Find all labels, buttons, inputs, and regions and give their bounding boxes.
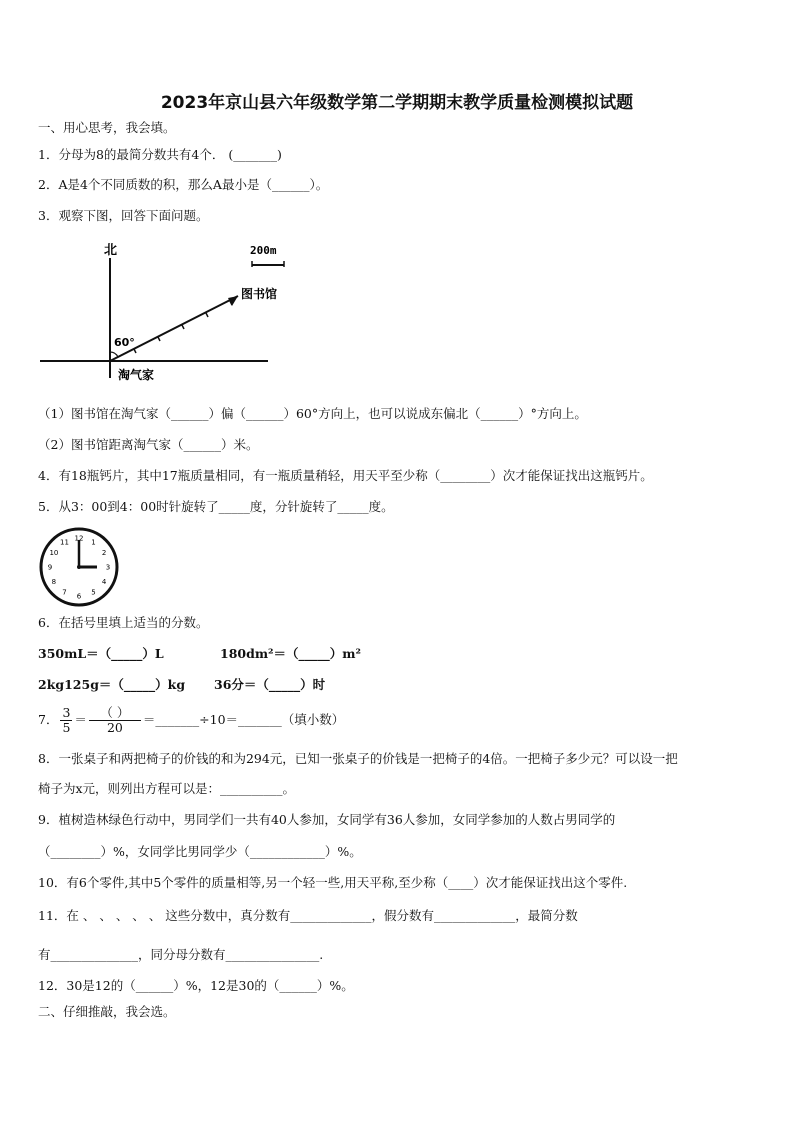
question-8-line-2: 椅子为x元，则列出方程可以是：__________。 [38, 781, 296, 796]
clock-numeral: 8 [51, 578, 57, 586]
question-6-c: 2kg125g＝（_____）kg [38, 677, 186, 692]
angle-label: 60° [114, 336, 135, 349]
question-3-1: （1）图书馆在淘气家（______）偏（______）60°方向上，也可以说成东偏北（______）°方向上。 [38, 406, 587, 421]
direction-diagram [38, 236, 298, 386]
clock-numeral: 7 [62, 588, 67, 597]
question-3: 3．观察下图，回答下面问题。 [38, 208, 209, 223]
question-6: 6．在括号里填上适当的分数。 [38, 615, 209, 630]
clock-numeral: 3 [105, 563, 111, 572]
question-4: 4．有18瓶钙片，其中17瓶质量相同，有一瓶质量稍轻，用天平至少称（________）次才能保证找出这瓶钙片。 [38, 468, 653, 483]
question-1: 1．分母为8的最简分数共有4个． (_______) [38, 147, 282, 162]
section-heading-1: 一、用心思考，我会填。 [38, 120, 176, 135]
clock-numeral: 2 [101, 549, 107, 557]
angle-arc [110, 352, 118, 357]
question-8-line-1: 8．一张桌子和两把椅子的价钱的和为294元，已知一张桌子的价钱是一把椅子的4倍。一把椅子多少元？可以设一把 [38, 751, 678, 766]
question-9-line-1: 9．植树造林绿色行动中，男同学们一共有40人参加，女同学有36人参加，女同学参加的人数占男同学的 [38, 812, 616, 827]
question-6-b: 180dm²＝（_____）m² [220, 646, 361, 661]
question-10: 10．有6个零件,其中5个零件的质量相等,另一个轻一些,用天平称,至少称（____）次才能保证找出这个零件. [38, 875, 628, 890]
clock-numeral: 9 [47, 563, 53, 572]
question-5: 5．从3：00到4：00时针旋转了_____度，分针旋转了_____度。 [38, 499, 394, 514]
question-6-a: 350mL＝（_____）L [38, 646, 164, 661]
page-title: 2023年京山县六年级数学第二学期期末教学质量检测模拟试题 [160, 93, 634, 113]
ray-ticks [134, 301, 232, 353]
clock-numeral: 6 [76, 592, 82, 601]
section-heading-2: 二、仔细推敲，我会选。 [38, 1004, 176, 1019]
clock-numeral: 4 [101, 578, 107, 586]
fraction-blank-20: $\frac{( )}{20}$ [89, 706, 141, 735]
direction-ray [110, 296, 238, 361]
home-label: 淘气家 [118, 368, 155, 382]
question-11-line-2: 有______________，同分母分数有_______________. [38, 947, 324, 962]
clock-numeral: 12 [74, 534, 84, 543]
fraction-3-5: $\frac{3}{5}$ [62, 705, 71, 735]
question-9-line-2: （________）%，女同学比男同学少（____________）%。 [38, 844, 362, 859]
clock-numeral: 1 [91, 538, 96, 547]
question-2: 2．A是4个不同质数的积，那么A最小是（______）。 [38, 177, 329, 192]
question-3-2: （2）图书馆距离淘气家（______）米。 [38, 437, 259, 452]
clock-numeral: 10 [49, 549, 59, 557]
question-7: 7． $\frac{3}{5}$ ＝ $\frac{( )}{20}$ ＝_______÷10＝_______（填小数） [38, 705, 345, 735]
question-12: 12．30是12的（______）%，12是30的（______）%。 [38, 978, 354, 993]
scale-label: 200m [250, 244, 277, 257]
library-label: 图书馆 [241, 287, 278, 301]
clock-numeral: 11 [60, 538, 69, 547]
arrow-head-icon [228, 296, 238, 306]
clock-diagram [38, 526, 120, 608]
clock-numeral: 5 [91, 588, 96, 597]
question-11-line-1: 11．在 、 、 、 、 、 这些分数中，真分数有_____________，假分数有_____________，最简分数 [38, 908, 578, 923]
question-6-d: 36分＝（_____）时 [214, 677, 326, 692]
north-label: 北 [104, 243, 118, 258]
